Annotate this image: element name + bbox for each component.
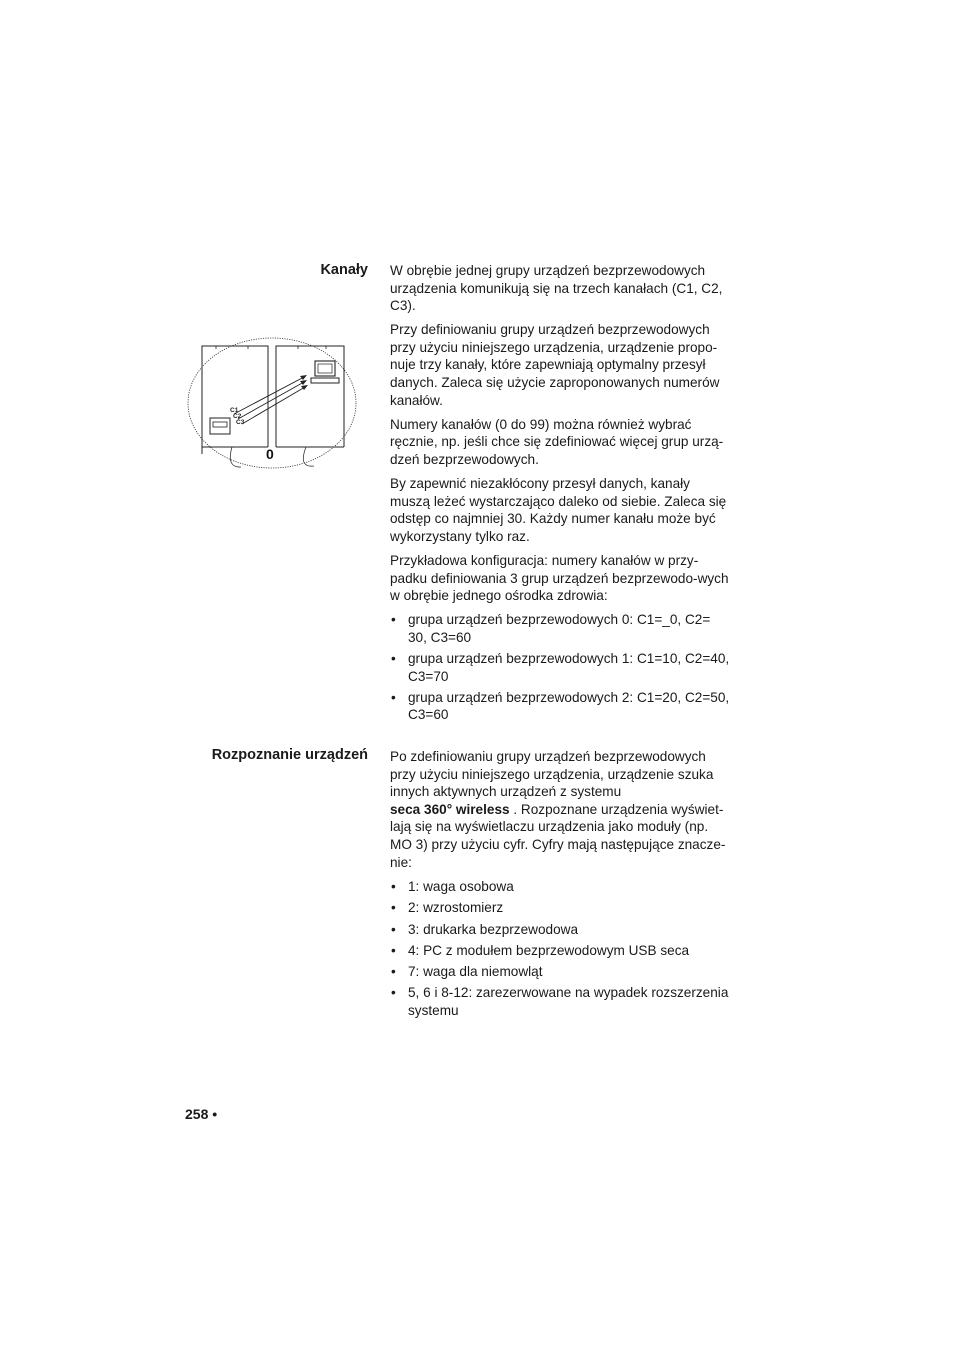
rest-text: . Rozpoznane urządzenia wyświet-lają się na wyświetlaczu urządzenia jako moduły (np. MO 3) przy użyciu cyfr. Cyfry mają następujące znacze-nie:: [390, 801, 726, 870]
bullet: •: [391, 900, 396, 916]
section-channels-body: [390, 262, 732, 728]
list-item-text: 1: waga osobowa: [408, 879, 514, 895]
list-item: [390, 650, 732, 685]
bullet: •: [391, 879, 396, 895]
config-example-list: [390, 611, 732, 724]
intro-text: Po zdefiniowaniu grupy urządzeń bezprzewodowych przy użyciu niniejszego urządzenia, urządzenie szuka innych aktywnych urządzeń z systemu: [390, 749, 714, 800]
list-item: [390, 689, 732, 724]
section-heading-channels: Kanały: [320, 262, 368, 278]
list-item-text: grupa urządzeń bezprzewodowych 0: C1=_0, C2= 30, C3=60: [408, 612, 711, 645]
list-item-text: 4: PC z modułem bezprzewodowym USB seca: [408, 942, 690, 958]
channels-figure: [186, 334, 362, 476]
label-c1: C1: [230, 407, 239, 414]
bullet: •: [391, 963, 396, 979]
left-door-arc: [230, 447, 241, 467]
channel-line-c3: [242, 387, 305, 424]
paragraph: Przy definiowaniu grupy urządzeń bezprzewodowych przy użyciu niniejszego urządzenia, urządzenie propo-nuje trzy kanały, które zapewniają optymalny przesył danych. Zaleca się użycie zaproponowanych numerów kanałów.: [390, 322, 720, 408]
list-item: [390, 611, 732, 646]
bullet: •: [391, 921, 396, 937]
bullet: •: [391, 942, 396, 958]
bullet: •: [391, 985, 396, 1001]
section-heading-device-recognition: Rozpoznanie urządzeń: [211, 747, 368, 763]
channels-diagram: [186, 334, 362, 476]
left-room-walls: [202, 346, 268, 454]
list-item: [390, 899, 732, 917]
bullet: •: [391, 612, 396, 628]
list-item: [390, 878, 732, 896]
page-number: 258 •: [185, 1106, 218, 1122]
paragraph: Przykładowa konfiguracja: numery kanałów w przy-padku definiowania 3 grup urządzeń bezprzewodo-wych w obrębie jednego ośrodka zdrowia:: [390, 552, 729, 604]
bullet: •: [391, 650, 396, 666]
channel-line-c2: [238, 382, 304, 419]
list-item-text: grupa urządzeń bezprzewodowych 2: C1=20, C2=50, C3=60: [408, 689, 730, 723]
paragraph: Numery kanałów (0 do 99) można również wybrać ręcznie, np. jeśli chce się zdefiniować więcej grup urzą-dzeń bezprzewodowych.: [390, 416, 724, 467]
label-c2: C2: [233, 413, 242, 420]
paragraph: W obrębie jednej grupy urządzeń bezprzewodowych urządzenia komunikują się na trzech kanałach (C1, C2, C3).: [390, 263, 723, 314]
list-item-text: 3: drukarka bezprzewodowa: [408, 921, 579, 937]
list-item-text: grupa urządzeń bezprzewodowych 1: C1=10, C2=40, C3=70: [408, 650, 730, 684]
list-item-text: 2: wzrostomierz: [408, 900, 504, 916]
list-item: [390, 942, 732, 960]
label-c3: C3: [236, 419, 245, 426]
module-codes-list: [390, 878, 732, 1019]
paragraph: By zapewnić niezakłócony przesył danych, kanały muszą leżeć wystarczająco daleko od siebie. Zaleca się odstęp co najmniej 30. Każdy numer kanału może być wykorzystany tylko raz.: [390, 476, 727, 544]
bullet: •: [391, 689, 396, 705]
paragraph: [390, 748, 732, 871]
right-door-arc: [303, 447, 314, 466]
brand-name: seca 360° wireless: [390, 801, 510, 817]
list-item: [390, 963, 732, 981]
list-item-text: 5, 6 i 8-12: zarezerwowane na wypadek rozszerzenia systemu: [408, 985, 729, 1018]
group-number-label: 0: [266, 446, 274, 462]
section-recognition-body: [390, 748, 732, 1023]
list-item-text: 7: waga dla niemowląt: [408, 963, 543, 979]
list-item: [390, 984, 732, 1019]
list-item: [390, 921, 732, 939]
